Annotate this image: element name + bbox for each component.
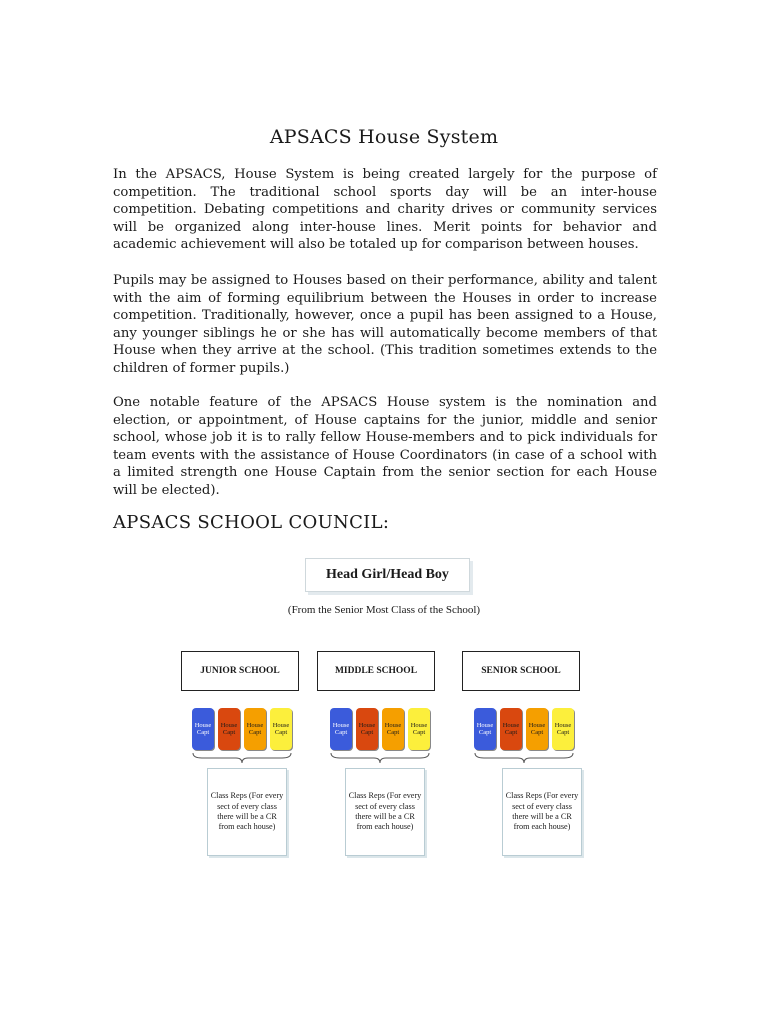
- paragraph-1: In the APSACS, House System is being created largely for the purpose of competition. The traditional school sports day will be an inter-house competition. Debating competitions and charity drives or community services will be organized along inter-house lines. Merit points for behavior and academic achievement will also be totaled up for comparison between houses.: [113, 167, 657, 253]
- brace-connector: [474, 752, 574, 764]
- house-captain: House Capt: [408, 708, 430, 750]
- house-captain: House Capt: [526, 708, 548, 750]
- junior-captains: [192, 708, 292, 750]
- brace-connector: [330, 752, 430, 764]
- page-title: APSACS House System: [269, 126, 499, 148]
- house-captain: House Capt: [192, 708, 214, 750]
- house-captain: House Capt: [218, 708, 240, 750]
- house-captain: House Capt: [356, 708, 378, 750]
- junior-class-reps-box: Class Reps (For every sect of every class there will be a CR from each house): [207, 768, 287, 856]
- senior-class-reps-box: Class Reps (For every sect of every class there will be a CR from each house): [502, 768, 582, 856]
- middle-class-reps-box: Class Reps (For every sect of every class there will be a CR from each house): [345, 768, 425, 856]
- house-captain: House Capt: [330, 708, 352, 750]
- head-girl-boy-box: Head Girl/Head Boy: [305, 558, 470, 592]
- brace-connector: [192, 752, 292, 764]
- council-heading: APSACS SCHOOL COUNCIL:: [113, 512, 390, 533]
- house-captain: House Capt: [474, 708, 496, 750]
- house-captain: House Capt: [382, 708, 404, 750]
- paragraph-3: One notable feature of the APSACS House system is the nomination and election, or appointment, of House captains for the junior, middle and senior school, whose job it is to rally fellow House-members and to pick individuals for team events with the assistance of House Coordinators (in case of a school with a limited strength one House Captain from the senior section for each House will be elected).: [113, 395, 657, 498]
- house-captain: House Capt: [244, 708, 266, 750]
- junior-school-box: JUNIOR SCHOOL: [181, 651, 299, 691]
- paragraph-2: Pupils may be assigned to Houses based on their performance, ability and talent with the aim of forming equilibrium between the Houses in order to increase competition. Traditionally, however, once a pupil has been assigned to a House, any younger siblings he or she has will automatically become members of that House when they arrive at the school. (This tradition sometimes extends to the children of former pupils.): [113, 273, 657, 376]
- house-captain: House Capt: [552, 708, 574, 750]
- senior-captains: [474, 708, 574, 750]
- senior-school-box: SENIOR SCHOOL: [462, 651, 580, 691]
- house-captain: House Capt: [270, 708, 292, 750]
- head-note: (From the Senior Most Class of the School): [287, 604, 481, 616]
- house-captain: House Capt: [500, 708, 522, 750]
- middle-school-box: MIDDLE SCHOOL: [317, 651, 435, 691]
- middle-captains: [330, 708, 430, 750]
